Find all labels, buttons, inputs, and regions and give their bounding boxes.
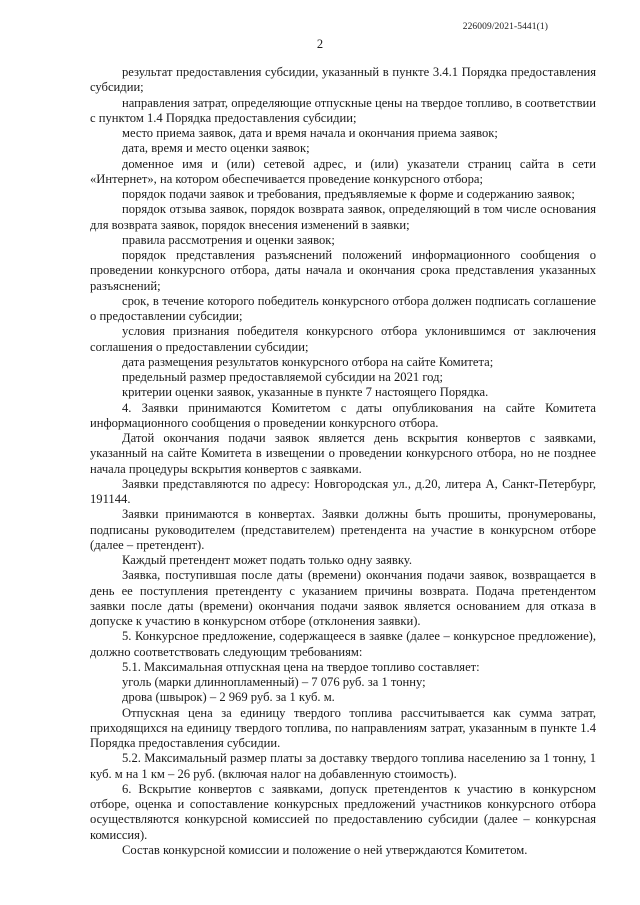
paragraph: порядок подачи заявок и требования, предъявляемые к форме и содержанию заявок;: [122, 187, 575, 201]
paragraph: 5.1. Максимальная отпускная цена на твердое топливо составляет:: [122, 659, 480, 674]
paragraph: Состав конкурсной комиссии и положение о ней утверждаются Комитетом.: [122, 842, 528, 857]
paragraph: 4. Заявки принимаются Комитетом с даты опубликования на сайте Комитета информационного сообщения о проведении конкурсного отбора.: [90, 400, 596, 430]
paragraph: 5.2. Максимальный размер платы за доставку твердого топлива населению за 1 тонну, 1 куб. м на 1 км – 26 руб. (включая налог на добавленную стоимость).: [90, 751, 596, 781]
paragraph: Заявки представляются по адресу: Новгородская ул., д.20, литера А, Санкт-Петербург, 191144.: [90, 476, 596, 506]
document-body: [90, 65, 596, 858]
paragraph: Отпускная цена за единицу твердого топлива рассчитывается как сумма затрат, приходящихся на единицу твердого топлива, по направлениям затрат, указанным в пункте 1.4 Порядка предоставления субсидии.: [90, 705, 596, 750]
paragraph: предельный размер предоставляемой субсидии на 2021 год;: [122, 370, 444, 384]
paragraph: порядок представления разъяснений положений информационного сообщения о проведении конкурсного отбора, даты начала и окончания срока представления указанных разъяснений;: [90, 248, 596, 293]
paragraph: Каждый претендент может подать только одну заявку.: [122, 553, 412, 567]
paragraph: срок, в течение которого победитель конкурсного отбора должен подписать соглашение о предоставлении субсидии;: [90, 293, 596, 323]
paragraph: правила рассмотрения и оценки заявок;: [122, 232, 335, 247]
paragraph: дата, время и место оценки заявок;: [122, 141, 310, 156]
paragraph: порядок отзыва заявок, порядок возврата заявок, определяющий в том числе основания для возврата заявок, порядок внесения изменений в заявки;: [90, 202, 596, 232]
paragraph: уголь (марки длиннопламенный) – 7 076 руб. за 1 тонну;: [122, 675, 426, 689]
paragraph: Заявка, поступившая после даты (времени) окончания подачи заявок, возвращается в день ее поступления претенденту с указанием причины возврата. Подача претендентом заявки после даты (времени) окончания подачи заявок является основанием для отказа в допуске к участию в конкурсном отборе (отклонения заявки).: [90, 568, 596, 628]
paragraph: Датой окончания подачи заявок является день вскрытия конвертов с заявками, указанный на сайте Комитета в извещении о проведении конкурсного отбора, но не позднее начала процедуры вскрытия конвертов с заявками.: [90, 431, 596, 476]
paragraph: доменное имя и (или) сетевой адрес, и (или) указатели страниц сайта в сети «Интернет», на котором обеспечивается проведение конкурсного отбора;: [90, 156, 596, 186]
paragraph: дрова (швырок) – 2 969 руб. за 1 куб. м.: [122, 690, 335, 705]
paragraph: 6. Вскрытие конвертов с заявками, допуск претендентов к участию в конкурсном отборе, оценка и сопоставление конкурсных предложений участников конкурсного отбора осуществляются конкурсной комиссией по предоставлению субсидии (далее – конкурсная комиссия).: [90, 781, 596, 842]
page-number: 2: [316, 37, 324, 51]
document-id: 226009/2021-5441(1): [462, 22, 548, 32]
paragraph: направления затрат, определяющие отпускные цены на твердое топливо, в соответствии с пунктом 1.4 Порядка предоставления субсидии;: [90, 95, 596, 125]
paragraph: условия признания победителя конкурсного отбора уклонившимся от заключения соглашения о предоставлении субсидии;: [90, 324, 596, 354]
paragraph: Заявки принимаются в конвертах. Заявки должны быть прошиты, пронумерованы, подписаны руководителем (представителем) претендента на участие в конкурсном отборе (далее – претендент).: [90, 507, 596, 552]
paragraph: критерии оценки заявок, указанные в пункте 7 настоящего Порядка.: [122, 385, 489, 400]
paragraph: 5. Конкурсное предложение, содержащееся в заявке (далее – конкурсное предложение), должно соответствовать следующим требованиям:: [90, 629, 596, 659]
paragraph: результат предоставления субсидии, указанный в пункте 3.4.1 Порядка предоставления субсидии;: [90, 65, 596, 95]
paragraph: место приема заявок, дата и время начала и окончания приема заявок;: [122, 126, 498, 140]
paragraph: дата размещения результатов конкурсного отбора на сайте Комитета;: [122, 354, 494, 369]
